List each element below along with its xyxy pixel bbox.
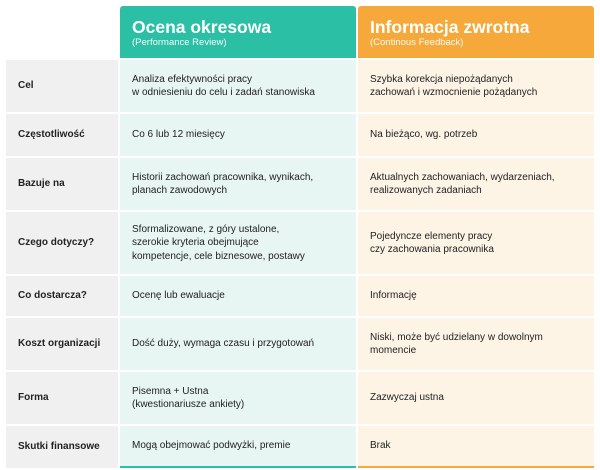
feedback-cell-text: Szybka korekcja niepożądanych zachowań i wzmocnienie pożądanych — [370, 73, 538, 98]
feedback-cell — [358, 318, 594, 370]
performance-review-cell — [120, 318, 356, 370]
performance-review-cell-text: Mogą obejmować podwyżki, premie — [132, 440, 291, 452]
row-label — [6, 318, 118, 370]
performance-review-cell-text: Dość duży, wymaga czasu i przygotowań — [132, 338, 315, 350]
row-label-text: Cel — [18, 80, 34, 92]
table-row — [6, 426, 594, 468]
header-subtitle: (Performance Review) — [132, 37, 227, 48]
feedback-cell — [358, 212, 594, 274]
performance-review-cell-text: Sformalizowane, z góry ustalone, szerokie kryteria obejmujące kompetencje, cele biznesowe, postawy — [132, 223, 305, 262]
table-row — [6, 114, 594, 156]
row-label — [6, 372, 118, 424]
header-spacer — [6, 6, 118, 58]
performance-review-cell-text: Analiza efektywności pracy w odniesieniu do celu i zadań stanowiska — [132, 73, 315, 98]
feedback-cell-text: Informację — [370, 290, 417, 302]
row-label — [6, 114, 118, 156]
feedback-cell-text: Brak — [370, 440, 391, 452]
table-row — [6, 276, 594, 316]
feedback-cell — [358, 426, 594, 468]
table-row — [6, 372, 594, 424]
feedback-cell — [358, 158, 594, 210]
row-label — [6, 212, 118, 274]
header-continuous-feedback — [358, 6, 594, 58]
row-label-text: Koszt organizacji — [18, 338, 101, 350]
header-performance-review — [120, 6, 356, 58]
table-header — [6, 6, 594, 58]
feedback-cell — [358, 114, 594, 156]
row-label-text: Co dostarcza? — [18, 290, 87, 302]
row-label-text: Bazuje na — [18, 178, 65, 190]
table-row — [6, 60, 594, 112]
feedback-cell-text: Na bieżąco, wg. potrzeb — [370, 129, 478, 141]
feedback-cell-text: Pojedyncze elementy pracy czy zachowania pracownika — [370, 230, 494, 255]
comparison-table — [6, 60, 594, 470]
header-subtitle: (Continous Feedback) — [370, 37, 464, 48]
feedback-cell — [358, 276, 594, 316]
row-label-text: Skutki finansowe — [18, 441, 100, 453]
row-label — [6, 60, 118, 112]
performance-review-cell — [120, 426, 356, 468]
row-label — [6, 426, 118, 468]
feedback-cell — [358, 372, 594, 424]
feedback-cell — [358, 60, 594, 112]
table-row — [6, 158, 594, 210]
table-row — [6, 318, 594, 370]
performance-review-cell — [120, 372, 356, 424]
performance-review-cell — [120, 114, 356, 156]
feedback-cell-text: Niski, może być udzielany w dowolnym momencie — [370, 331, 543, 356]
performance-review-cell — [120, 212, 356, 274]
feedback-cell-text: Zazwyczaj ustna — [370, 392, 444, 404]
performance-review-cell-text: Co 6 lub 12 miesięcy — [132, 129, 225, 141]
header-title: Ocena okresowa — [132, 17, 272, 37]
row-label — [6, 276, 118, 316]
table-row — [6, 212, 594, 274]
performance-review-cell-text: Ocenę lub ewaluacje — [132, 290, 225, 302]
row-label-text: Częstotliwość — [18, 129, 85, 141]
feedback-cell-text: Aktualnych zachowaniach, wydarzeniach, realizowanych zadaniach — [370, 171, 555, 196]
header-title: Informacja zwrotna — [370, 17, 530, 37]
performance-review-cell — [120, 158, 356, 210]
performance-review-cell — [120, 60, 356, 112]
performance-review-cell-text: Pisemna + Ustna (kwestionariusze ankiety) — [132, 385, 245, 410]
row-label-text: Czego dotyczy? — [18, 237, 95, 249]
row-label-text: Forma — [18, 392, 49, 404]
row-label — [6, 158, 118, 210]
performance-review-cell — [120, 276, 356, 316]
performance-review-cell-text: Historii zachowań pracownika, wynikach, planach zawodowych — [132, 171, 314, 196]
